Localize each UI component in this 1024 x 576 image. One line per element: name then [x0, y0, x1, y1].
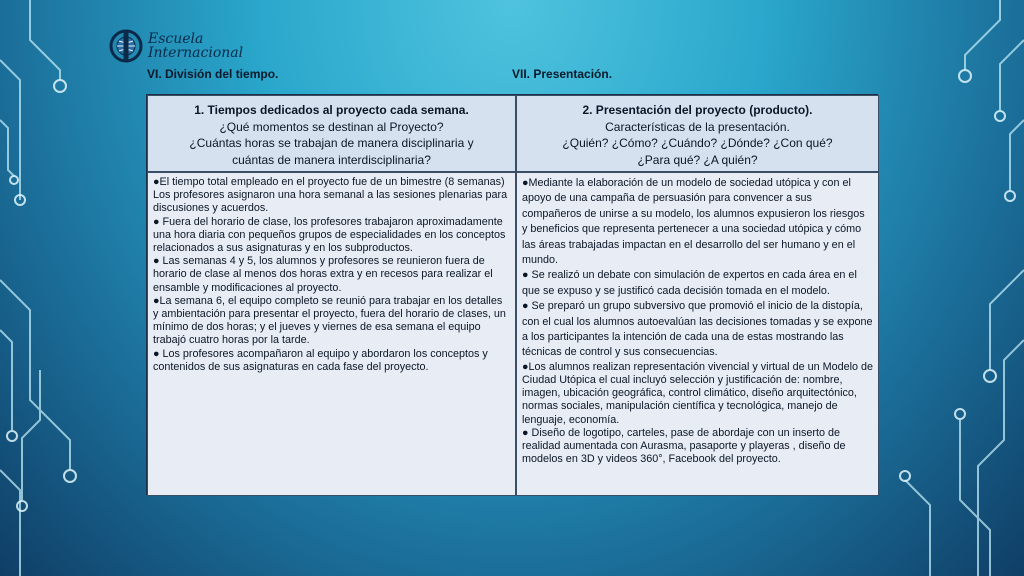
right-header-question-2: ¿Quién? ¿Cómo? ¿Cuándo? ¿Dónde? ¿Con qué?	[562, 136, 833, 150]
left-header-title: 1. Tiempos dedicados al proyecto cada semana.	[194, 103, 469, 117]
right-body-cell	[516, 172, 879, 496]
left-header-question-1: ¿Qué momentos se destinan al Proyecto?	[219, 119, 444, 134]
left-header-question-2: ¿Cuántas horas se trabajan de manera disciplinaria y	[189, 136, 474, 150]
left-paragraph: ● Los profesores acompañaron al equipo y abordaron los conceptos y contenidos de sus asignaturas en cada fase del proyecto.	[153, 347, 488, 373]
right-header-cell	[516, 95, 879, 172]
right-paragraph: ● Diseño de logotipo, carteles, pase de abordaje con un inserto de realidad aumentada con Aurasma, pasaporte y playeras , diseño de modelos en 3D y videos 360°, Facebook del proyecto.	[522, 426, 846, 466]
section-title-right: VII. Presentación.	[512, 67, 613, 81]
right-paragraph: ● Se realizó un debate con simulación de expertos en cada área en el que se expuso y se justificó cada decisión tomada en el modelo.	[522, 269, 857, 297]
right-paragraph: ● Se preparó un grupo subversivo que promovió el inicio de la distopía, con el cual los alumnos autoevalúan las decisiones tomadas y se expone a los participantes la intención de cada una de estas mostrando las técnicas de control y sus consecuencias.	[522, 300, 873, 359]
left-body-cell	[147, 172, 516, 496]
right-header-question-3: ¿Para qué? ¿A quién?	[637, 152, 758, 167]
left-paragraph: ● Fuera del horario de clase, los profesores trabajaron aproximadamente una hora diaria con pequeños grupos de especialidades en los conceptos relacionados a sus asignaturas y en los subproductos.	[153, 215, 506, 255]
left-paragraph: ● Las semanas 4 y 5, los alumnos y profesores se reunieron fuera de horario de clase al menos dos horas extra y en recesos para realizar el ensamble y modificaciones al proyecto.	[153, 255, 493, 294]
right-header-question-1: Características de la presentación.	[605, 119, 790, 134]
school-logo	[108, 28, 243, 64]
right-paragraph: ●Mediante la elaboración de un modelo de sociedad utópica y con el apoyo de una campaña de persuasión para convencer a sus compañeros de unirse a su modelo, los alumnos expusieron los riesgos y beneficios que representa pertenecer a una sociedad utópica y cómo las áreas trabajadas impactan en el desarrollo del ser humano y en el mundo.	[522, 177, 865, 267]
logo-text	[148, 32, 243, 60]
logo-line-2: Internacional	[148, 45, 244, 61]
right-paragraph: ●Los alumnos realizan representación vivencial y virtual de un Modelo de Ciudad Utópica el cual incluyó selección y justificación de: nombre, imagen, ubicación geográfica, control climático, diseño arquitectónico, normas sociales, manipulación científica y tecnológica, manejo de lenguaje, economía.	[522, 360, 874, 426]
content-table	[146, 94, 878, 495]
left-header-cell	[147, 95, 516, 172]
left-header-question-3: cuántas de manera interdisciplinaria?	[232, 152, 431, 167]
logo-line-1: Escuela	[148, 31, 204, 47]
left-paragraph: ●El tiempo total empleado en el proyecto fue de un bimestre (8 semanas) Los profesores asignaron una hora semanal a las sesiones plenarias para discusiones y acuerdos.	[153, 176, 508, 215]
right-header-title: 2. Presentación del proyecto (producto).	[582, 103, 813, 117]
section-title-left: VI. División del tiempo.	[147, 67, 279, 81]
globe-logo-icon	[108, 28, 144, 64]
left-paragraph: ●La semana 6, el equipo completo se reunió para trabajar en los detalles y ambientación para presentar el proyecto, fuera del horario de clases, un mínimo de dos horas; y el jueves y viernes de esa semana el equipo trabajó cuatro horas por la tarde.	[153, 294, 506, 347]
